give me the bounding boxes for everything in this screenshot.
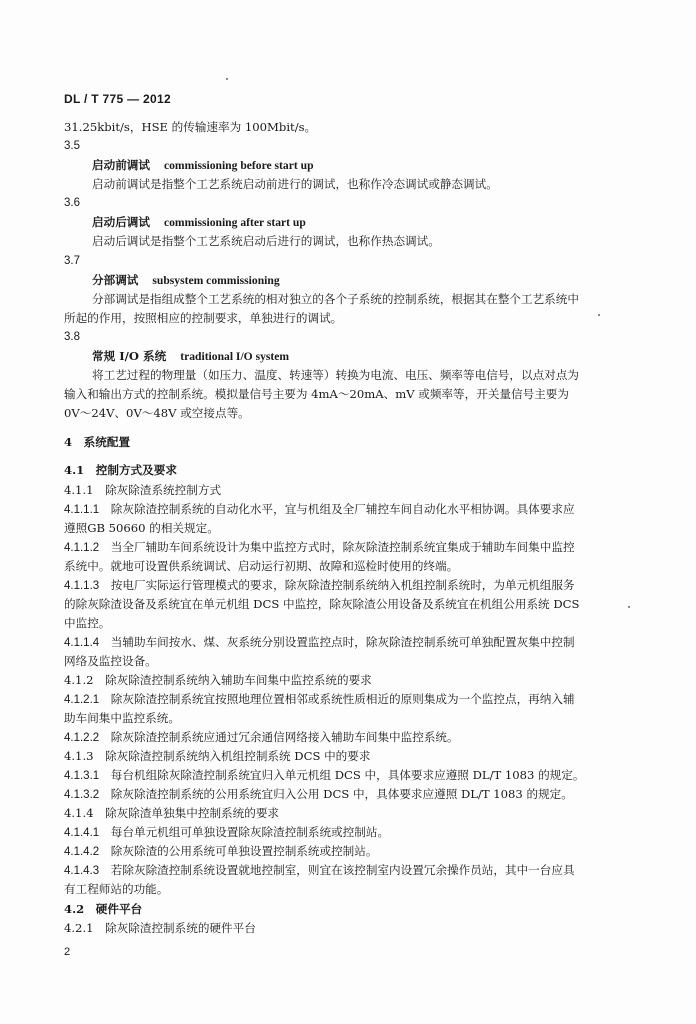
clause-number: 4.1.3.1 [64,770,100,782]
clause-number: 4.1.1.4 [64,637,100,649]
clause-number: 3.7 [64,255,80,267]
definition-text: 所起的作用，按照相应的控制要求，单独进行的调试。 [64,311,343,325]
term-heading [92,272,640,289]
clause-number: 3.5 [64,140,80,152]
definition-text: 分部调试是指组成整个工艺系统的相对独立的各个子系统的控制系统，根据其在整个工艺系统中 [92,292,579,306]
subsection-heading: 4.1.2 除灰除渣控制系统纳入辅助车间集中监控系统的要求 [64,673,372,687]
clause-text [64,729,640,746]
term-heading [92,214,640,231]
clause-text: 系统中。就地可设置供系统调试、启动运行初期、故障和巡检时使用的终端。 [64,559,459,573]
clause-number: 4.1.1.3 [64,580,100,592]
chapter-heading: 4 系统配置 [64,435,131,449]
clause-body: 按电厂实际运行管理模式的要求，除灰除渣控制系统纳入机组控制系统时，为单元机组服务 [110,578,575,592]
clause-number: 4.1.4.1 [64,827,100,839]
clause-text [64,786,640,803]
term-chinese: 启动后调试 [92,215,150,229]
clause-number: 3.8 [64,331,80,343]
clause-text: 中监控。 [64,616,111,630]
scan-speck [226,78,228,80]
clause-number: 4.1.4.3 [64,865,100,877]
page-number: 2 [64,946,71,958]
subsection-heading: 4.1.4 除灰除渣单独集中控制系统的要求 [64,806,280,820]
term-chinese: 启动前调试 [92,158,150,172]
clause-text [64,824,640,841]
clause-number: 4.1.2.1 [64,694,100,706]
section-heading: 4.2 硬件平台 [64,902,143,916]
clause-number: 4.1.1.1 [64,504,100,516]
clause-body: 除灰除渣控制系统的自动化水平，宜与机组及全厂辅控车间自动化水平相协调。具体要求应 [110,502,575,516]
clause-text [64,577,640,594]
term-chinese: 常规 I/O 系统 [92,349,167,363]
clause-number: 4.1.2.2 [64,732,100,744]
document-number-header: DL / T 775 — 2012 [64,92,171,106]
text-line: 31.25kbit/s，HSE 的传输速率为 100Mbit/s。 [64,120,317,134]
clause-body: 每台机组除灰除渣控制系统宜归入单元机组 DCS 中，具体要求应遵照 DL/T 1083 的规定。 [110,768,585,782]
clause-text: 遵照GB 50660 的相关规定。 [64,521,219,535]
section-heading: 4.1 控制方式及要求 [64,463,177,477]
clause-text: 有工程师站的功能。 [64,882,169,896]
clause-text: 助车间集中监控系统。 [64,711,180,725]
clause-text [64,862,640,879]
clause-text [64,767,640,784]
clause-number: 4.1.4.2 [64,846,100,858]
clause-body: 除灰除渣控制系统宜按照地理位置相邻或系统性质相近的原则集成为一个监控点，再纳入辅 [110,692,575,706]
definition-text: 0V～24V、0V～48V 或空接点等。 [64,406,250,420]
term-english: commissioning after start up [163,216,306,229]
term-heading [92,348,640,365]
definition-text: 启动前调试是指整个工艺系统启动前进行的调试，也称作冷态调试或静态调试。 [92,177,498,191]
term-chinese: 分部调试 [92,273,139,287]
clause-number: 4.1.1.2 [64,542,100,554]
clause-body: 若除灰除渣控制系统设置就地控制室，则宜在该控制室内设置冗余操作员站，其中一台应具 [110,863,575,877]
clause-text [64,634,640,651]
subsection-heading: 4.1.3 除灰除渣控制系统纳入机组控制系统 DCS 中的要求 [64,749,371,763]
term-english: subsystem commissioning [152,274,280,287]
clause-text: 网络及监控设备。 [64,654,157,668]
subsection-heading: 4.1.1 除灰除渣系统控制方式 [64,483,222,497]
term-english: traditional I/O system [180,350,290,363]
definition-text: 启动后调试是指整个工艺系统启动后进行的调试，也称作热态调试。 [92,234,440,248]
clause-text: 的除灰除渣设备及系统宜在单元机组 DCS 中监控，除灰除渣公用设备及系统宜在机组公用系统 DCS [64,597,580,611]
subsection-heading: 4.2.1 除灰除渣控制系统的硬件平台 [64,921,256,935]
clause-text [64,843,640,860]
clause-text [64,691,640,708]
clause-body: 每台单元机组可单独设置除灰除渣控制系统或控制站。 [110,825,390,839]
definition-text: 输入和输出方式的控制系统。模拟量信号主要为 4mA～20mA、mV 或频率等，开关量信号主要为 [64,387,569,401]
clause-body: 除灰除渣控制系统的公用系统宜归入公用 DCS 中，具体要求应遵照 DL/T 1083 的规定。 [110,787,573,801]
clause-number: 3.6 [64,197,80,209]
clause-body: 当全厂辅助车间系统设计为集中监控方式时，除灰除渣控制系统宜集成于辅助车间集中监控 [110,540,575,554]
clause-number: 4.1.3.2 [64,789,100,801]
clause-body: 当辅助车间按水、煤、灰系统分别设置监控点时，除灰除渣控制系统可单独配置灰集中控制 [110,635,575,649]
term-english: commissioning before start up [163,159,314,172]
clause-text [64,501,640,518]
clause-body: 除灰除渣控制系统应通过冗余通信网络接入辅助车间集中监控系统。 [110,730,459,744]
clause-body: 除灰除渣的公用系统可单独设置控制系统或控制站。 [110,844,378,858]
term-heading [92,157,640,174]
definition-text: 将工艺过程的物理量（如压力、温度、转速等）转换为电流、电压、频率等电信号，以点对点为 [92,368,579,382]
clause-text [64,539,640,556]
